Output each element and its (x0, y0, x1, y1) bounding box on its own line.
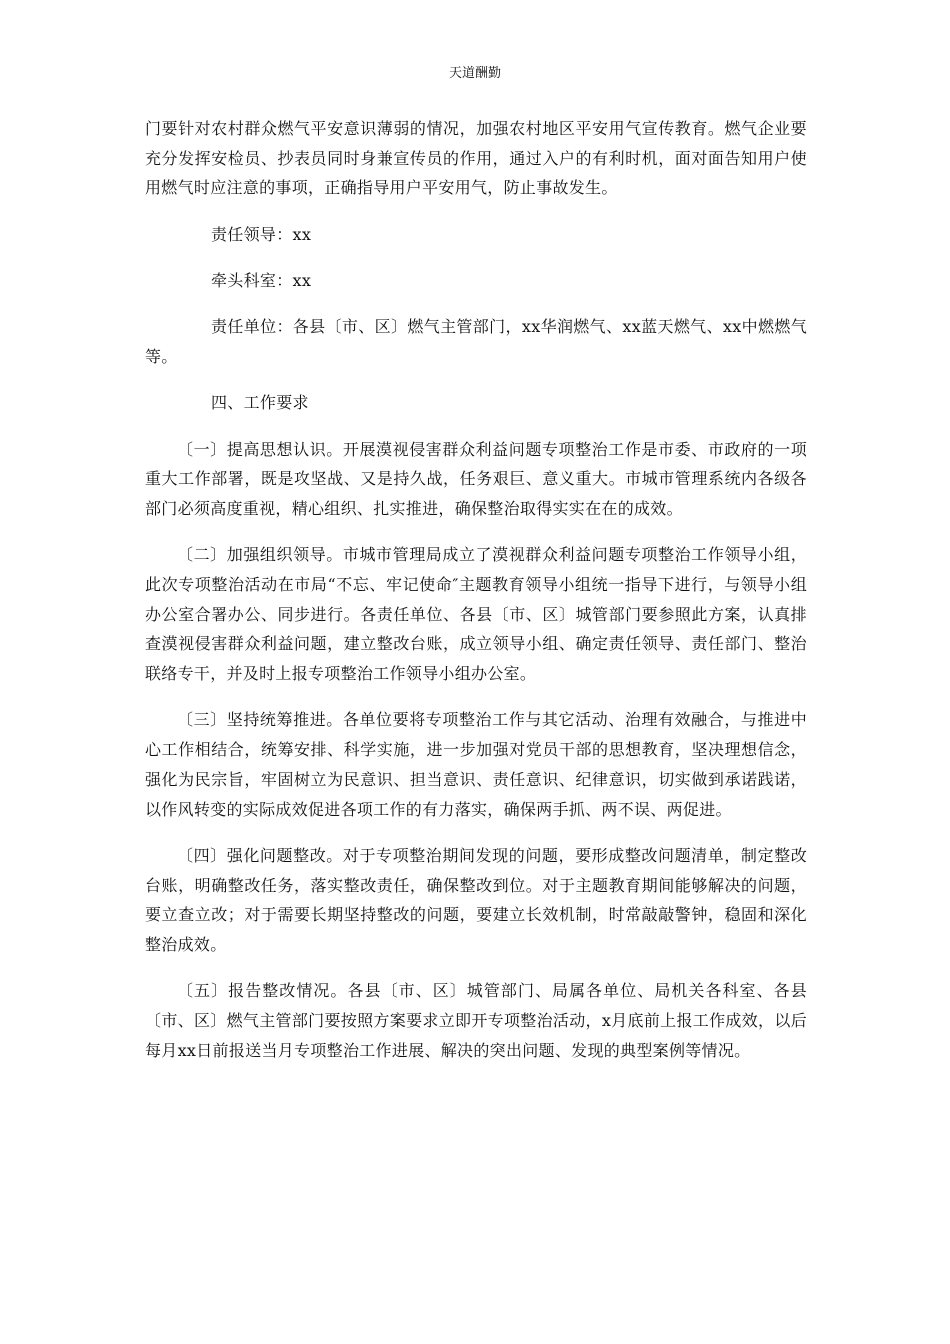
responsible-leader: 责任领导：xx (211, 224, 312, 244)
lead-department: 牵头科室：xx (211, 271, 312, 290)
requirement-1: 〔一〕提高思想认识。开展漠视侵害群众利益问题专项整治工作是市委、市政府的一项重大工作部署，既是攻坚战、又是持久战，任务艰巨、意义重大。市城市管理系统内各级各部门必须高度重视，精心组织、扎实推进，确保整治取得实实在在的成效。 (145, 439, 807, 518)
section-heading-work-requirements: 四、工作要求 (211, 393, 309, 413)
requirement-4: 〔四〕强化问题整改。对于专项整治期间发现的问题，要形成整改问题清单，制定整改台账，明确整改任务，落实整改责任，确保整改到位。对于主题教育期间能够解决的问题，要立查立改；对于需要长期坚持整改的问题，要建立长效机制，时常敲敲警钟，稳固和深化整治成效。 (145, 845, 807, 954)
page-header: 天道酬勤 (448, 66, 501, 81)
responsible-units: 责任单位：各县〔市、区〕燃气主管部门，xx华润燃气、xx蓝天燃气、xx中燃燃气等。 (145, 317, 807, 366)
requirement-3: 〔三〕坚持统筹推进。各单位要将专项整治工作与其它活动、治理有效融合，与推进中心工作相结合，统筹安排、科学实施，进一步加强对党员干部的思想教育，坚决理想信念，强化为民宗旨，牢固树立为民意识、担当意识、责任意识、纪律意识，切实做到承诺践诺，以作风转变的实际成效促进各项工作的有力落实，确保两手抓、两不误、两促进。 (145, 710, 807, 819)
document-body (145, 114, 807, 1082)
requirement-5: 〔五〕报告整改情况。各县〔市、区〕城管部门、局属各单位、局机关各科室、各县〔市、区〕燃气主管部门要按照方案要求立即开专项整治活动，x月底前上报工作成效，以后每月xx日前报送当月专项整治工作进展、解决的突出问题、发现的典型案例等情况。 (145, 981, 807, 1060)
requirement-2: 〔二〕加强组织领导。市城市管理局成立了漠视群众利益问题专项整治工作领导小组，此次专项整治活动在市局“不忘、牢记使命″主题教育领导小组统一指导下进行，与领导小组办公室合署办公、同步进行。各责任单位、各县〔市、区〕城管部门要参照此方案，认真排查漠视侵害群众利益问题，建立整改台账，成立领导小组、确定责任领导、责任部门、整治联络专干，并及时上报专项整治工作领导小组办公室。 (145, 545, 807, 684)
paragraph-continuation: 门要针对农村群众燃气平安意识薄弱的情况，加强农村地区平安用气宣传教育。燃气企业要充分发挥安检员、抄表员同时身兼宣传员的作用，通过入户的有利时机，面对面告知用户使用燃气时应注意的事项，正确指导用户平安用气，防止事故发生。 (145, 119, 807, 198)
